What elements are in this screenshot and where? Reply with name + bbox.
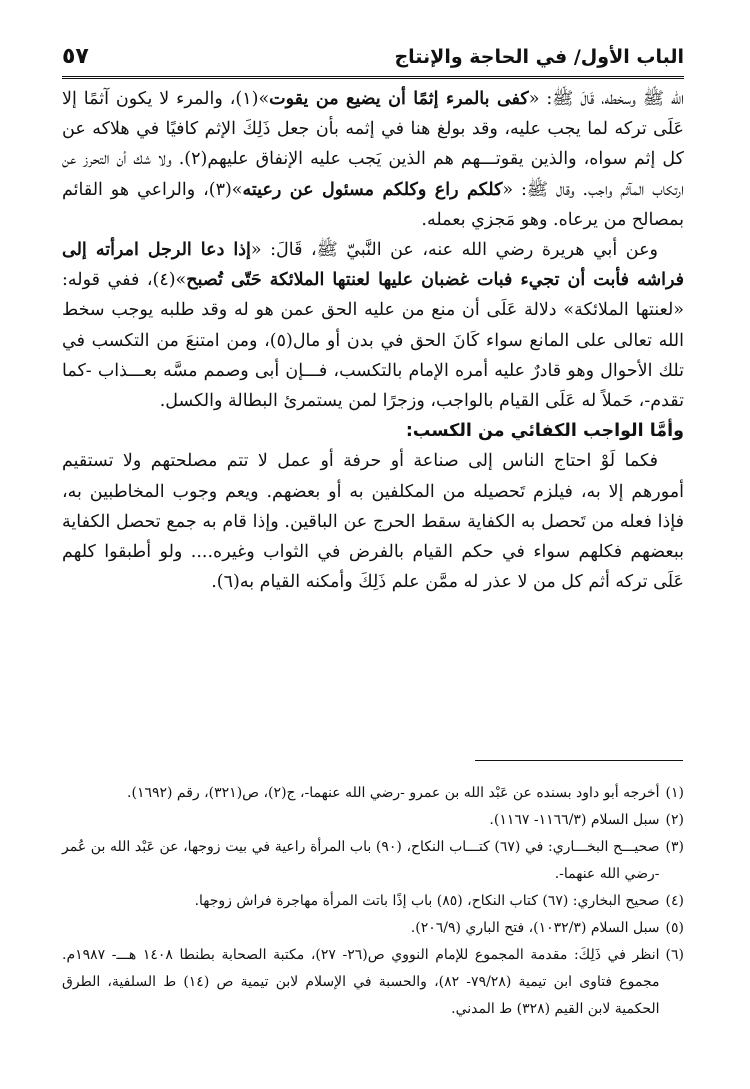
footnote-text: سبل السلام (١٠٣٢/٣)، فتح الباري (٢٠٦/٩). <box>410 920 660 936</box>
paragraph-1-text-b: »(١)، والمرء لا يكون آثمًا إلا عَلَى تركه لما يجب عليه، وقد بولغ هنا في إثمه بأن جعل ذَلِكَ الإثم كافيًا في هلاكه عن كل إثم سواه، والذين يقوتـــهم هم الذين يَجب عليه الإنفاق عليهم(٢). ولا شك أن التحرز عن ارتكاب المآثم واجب. وقال ﷺ: « <box>62 89 684 200</box>
footnote-text: انظر في ذَلِكَ: مقدمة المجموع للإمام النووي ص(٢٦- ٢٧)، مكتبة الصحابة بطنطا ١٤٠٨ هـــ- ١٩٨٧م. مجموع فتاوى ابن تيمية (٧٩/٢٨- ٨٢)، والحسبة في الإسلام لابن تيمية ص (١٤) ط السلفية، الطرق الحكمية لابن القيم (٣٢٨) ط المدني. <box>62 947 660 1017</box>
hadith-quote-2: كلكم راع وكلكم مسئول عن رعيته <box>242 179 503 200</box>
main-text <box>62 84 684 597</box>
running-header <box>62 42 684 79</box>
footnote-item <box>62 888 684 915</box>
footnote-number: (٤) <box>665 893 684 909</box>
footnote-number: (١) <box>665 785 684 801</box>
footnote-item <box>62 780 684 807</box>
footnote-item <box>62 807 684 834</box>
hadith-quote-3: إذا دعا الرجل امرأته إلى فراشه فأبت أن تجيء فبات غضبان عليها لعنتها الملائكة حَتّى تُصبح <box>62 240 684 291</box>
footnote-text: سبل السلام (١١٦٦/٣- ١١٦٧). <box>489 812 660 828</box>
footnote-number: (٣) <box>665 839 684 855</box>
footnote-item <box>62 942 684 1023</box>
footnote-number: (٢) <box>665 812 684 828</box>
footnote-divider <box>475 760 683 761</box>
paragraph-2-text-b: »(٤)، ففي قوله: «لعنتها الملائكة» دلالة عَلَى أن منع من عليه الحق عمن هو له وقد طلبه يوجب سخط الله تعالى على المانع سواء كَانَ الحق في بدن أو مال(٥)، ومن امتنعَ من التكسب في تلك الأحوال وهو قادرٌ عليه أمره الإمام بالتكسب، فـــإن أبى وصمم مسَّه بعـــذاب -كما تقدم-، حَملاً له عَلَى القيام بالواجب، وزجرًا لمن يستمرئ البطالة والكسل. <box>62 270 684 412</box>
section-heading: وأمَّا الواجب الكفائي من الكسب: <box>405 421 684 442</box>
paragraph-2 <box>62 235 684 416</box>
hadith-quote-1: كفى بالمرء إثمًا أن يضيع من يقوت <box>269 89 529 109</box>
paragraph-1-text-a: الله ﷺ وسخطه، قَالَ ﷺ: « <box>528 89 684 109</box>
page-number: ٥٧ <box>62 44 89 69</box>
footnote-number: (٦) <box>665 947 684 963</box>
paragraph-2-text-a: وعن أبي هريرة رضي الله عنه، عن النَّبيّ ﷺ، قَالَ: « <box>250 240 658 261</box>
footnote-item <box>62 834 684 888</box>
footnote-number: (٥) <box>665 920 684 936</box>
chapter-title: الباب الأول/ في الحاجة والإنتاج <box>394 46 684 68</box>
footnotes <box>62 780 684 1023</box>
paragraph-3: فكما لَوْ احتاج الناس إلى صناعة أو حرفة أو عمل لا تتم مصلحتهم ولا تستقيم أمورهم إلا به، فيلزم تَحصيله من المكلفين به أو بعضهم. ويعم وجوب المخاطبين به، فإذا فعله من تَحصل به الكفاية سقط الحرج عن الباقين. وإذا قام به جمع تحصل الكفاية ببعضهم فكلهم سواء في حكم القيام بالفرض في الثواب وغيره.... ولو أطبقوا كلهم عَلَى تركه أثم كل من لا عذر له ممَّن علم ذَلِكَ وأمكنه القيام به(٦). <box>62 451 684 593</box>
footnote-text: أخرجه أبو داود بسنده عن عَبْد الله بن عمرو -رضي الله عنهما-، ج(٢)، ص(٣٢١)، رقم (١٦٩٢). <box>127 785 660 801</box>
footnote-text: صحيـــح البخـــاري: في (٦٧) كتـــاب النكاح، (٩٠) باب المرأة راعية في بيت زوجها، عن عَبْد الله بن عُمر -رضي الله عنهما-. <box>62 839 660 882</box>
footnote-item <box>62 915 684 942</box>
paragraph-1-text-c: »(٣)، والراعي هو القائم بمصالح من يرعاه. وهو مَجزي بعمله. <box>62 179 684 230</box>
paragraph-1 <box>62 84 684 235</box>
footnote-text: صحيح البخاري: (٦٧) كتاب النكاح، (٨٥) باب إذًا باتت المرأة مهاجرة فراش زوجها. <box>194 893 660 909</box>
